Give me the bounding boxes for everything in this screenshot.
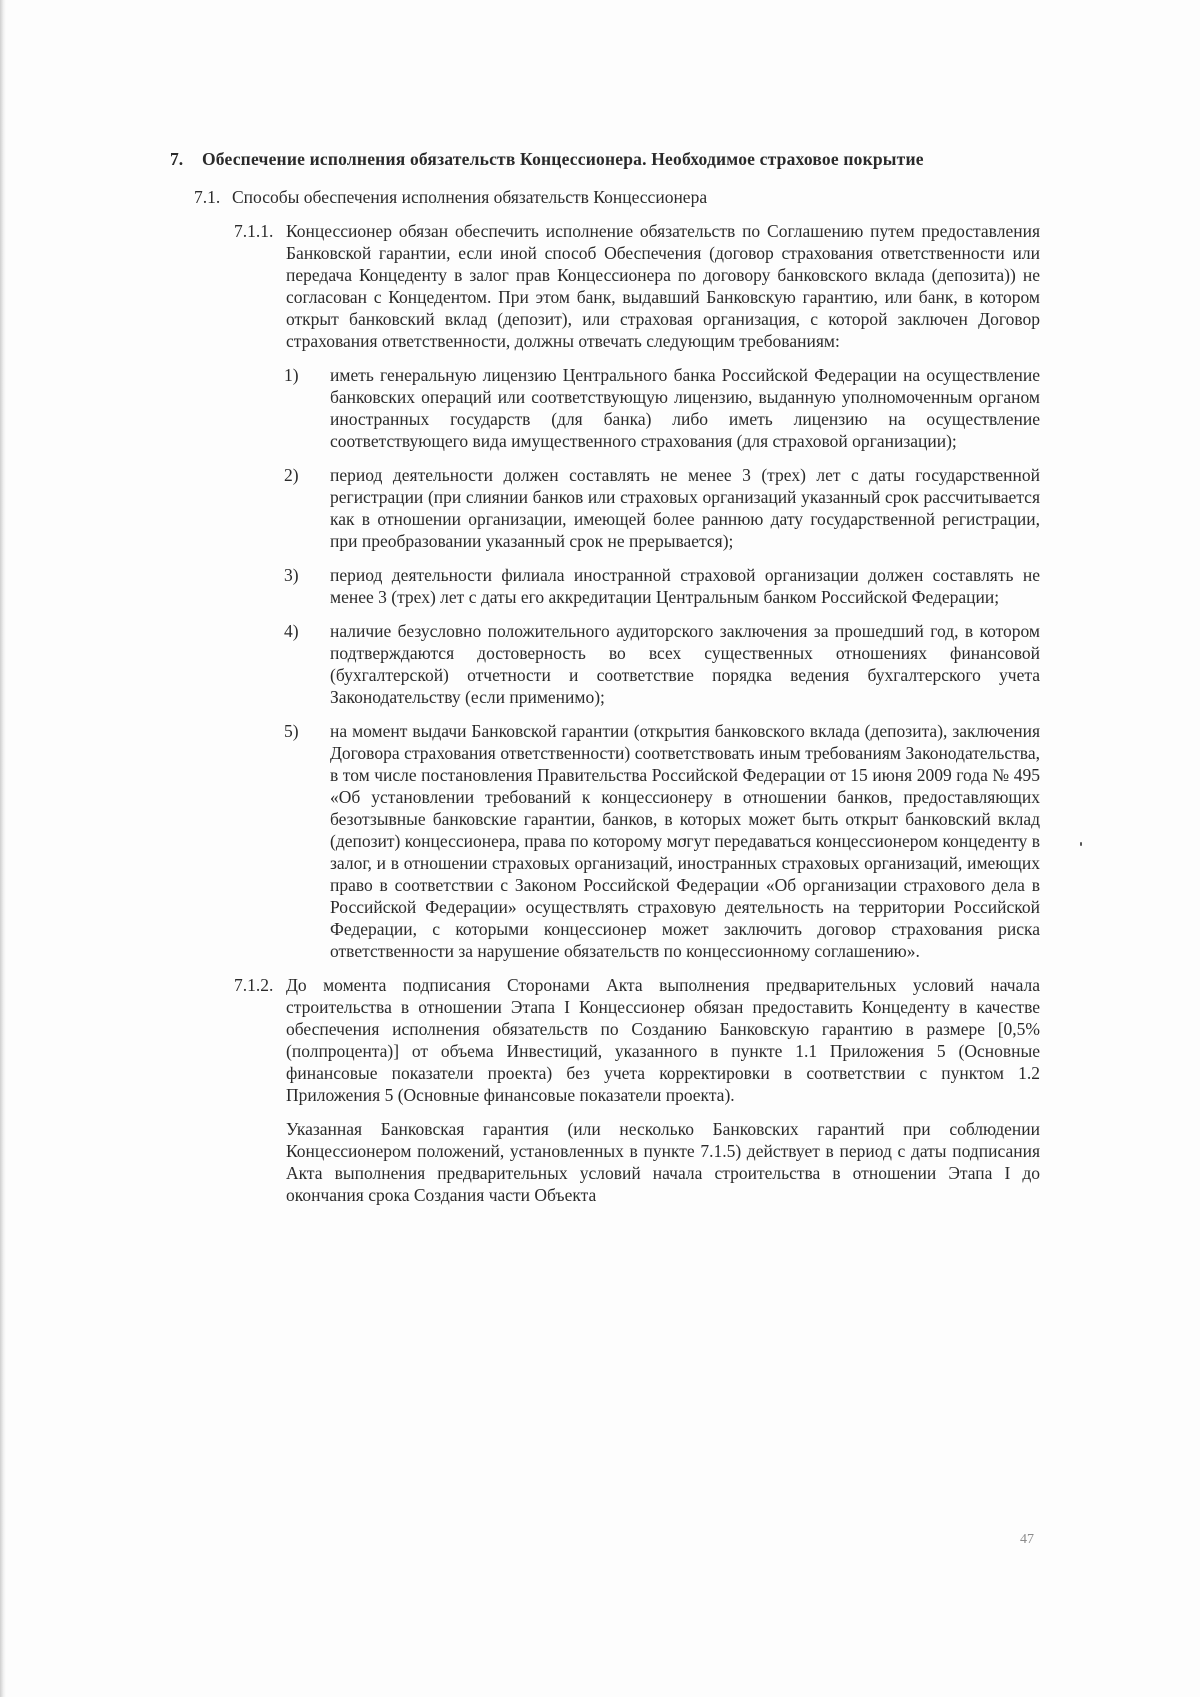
subsection-heading [194, 186, 1040, 208]
list-item-number: 3) [284, 565, 299, 585]
list-item [284, 720, 1040, 962]
clause-number: 7.1.2. [234, 975, 274, 995]
list-item-number: 2) [284, 465, 299, 485]
section-title: Обеспечение исполнения обязательств Концессионера. Необходимое страховое покрытие [202, 149, 924, 169]
list-item [284, 464, 1040, 552]
section-heading [170, 148, 1040, 170]
clause-paragraph: Указанная Банковская гарантия (или несколько Банковских гарантий при соблюдении Концессионером положений, установленных в пункте 7.1.5) действует в период с даты подписания Акта выполнения предварительных условий начала строительства в отношении Этапа I до окончания срока Создания части Объекта [286, 1119, 1040, 1205]
requirements-list [284, 364, 1040, 962]
list-item [284, 620, 1040, 708]
clause-text: Концессионер обязан обеспечить исполнение обязательств по Соглашению путем предоставления Банковской гарантии, если иной способ Обеспечения (договор страхования ответственности или передача Концеденту в залог прав Концессионера по договору банковского вклада (депозита)) не согласован с Концедентом. При этом банк, выдавший Банковскую гарантию, или банк, в котором открыт банковский вклад (депозит), или страховая организация, с которой заключен Договор страхования ответственности, должны отвечать следующим требованиям: [286, 221, 1040, 351]
clause-7-1-1 [234, 220, 1040, 352]
list-item [284, 564, 1040, 608]
scan-speck [1080, 842, 1082, 846]
subsection-number: 7.1. [194, 187, 221, 207]
list-item-number: 4) [284, 621, 299, 641]
list-item-text: наличие безусловно положительного аудиторского заключения за прошедший год, в котором подтверждаются достоверность во всех существенных отношениях финансовой (бухгалтерской) отчетности и соответствие порядка ведения бухгалтерского учета Законодательству (если применимо); [330, 621, 1040, 707]
list-item-text: иметь генеральную лицензию Центрального банка Российской Федерации на осуществление банковских операций или соответствующую лицензию, выданную уполномоченным органом иностранных государств (для банка) либо иметь лицензию на осуществление соответствующего вида имущественного страхования (для страховой организации); [330, 365, 1040, 451]
page-number: 47 [1020, 1532, 1034, 1547]
section-number: 7. [170, 149, 184, 169]
list-item-number: 5) [284, 721, 299, 741]
scan-edge-shadow [0, 0, 6, 1697]
list-item-text: период деятельности филиала иностранной страховой организации должен составлять не менее 3 (трех) лет с даты его аккредитации Центральным банком Российской Федерации; [330, 565, 1040, 607]
list-item-text: на момент выдачи Банковской гарантии (открытия банковского вклада (депозита), заключения Договора страхования ответственности) соответствовать иным требованиям Законодательства, в том числе постановления Правительства Российской Федерации от 15 июня 2009 года № 495 «Об установлении требований к концессионеру в отношении банков, предоставляющих безотзывные банковские гарантии, банков, в которых может быть открыт банковский вклад (депозит) концессионера, права по которому могут передаваться концессионером концеденту в залог, и в отношении страховых организаций, иностранных страховых организаций, имеющих право в соответствии с Законом Российской Федерации «Об организации страхового дела в Российской Федерации» осуществлять страховую деятельность на территории Российской Федерации, с которыми концессионер может заключить договор страхования риска ответственности за нарушение обязательств по концессионному соглашению». [330, 721, 1040, 961]
document-body [170, 148, 1040, 1206]
list-item-text: период деятельности должен составлять не менее 3 (трех) лет с даты государственной регистрации (при слиянии банков или страховых организаций указанный срок рассчитывается как в отношении организации, имеющей более раннюю дату государственной регистрации, при преобразовании указанный срок не прерывается); [330, 465, 1040, 551]
list-item-number: 1) [284, 365, 299, 385]
clause-text: До момента подписания Сторонами Акта выполнения предварительных условий начала строительства в отношении Этапа I Концессионер обязан предоставить Концеденту в качестве обеспечения исполнения обязательств по Созданию Банковскую гарантию в размере [0,5% (полпроцента)] от объема Инвестиций, указанного в пункте 1.1 Приложения 5 (Основные финансовые показатели проекта) без учета корректировки в соответствии с пунктом 1.2 Приложения 5 (Основные финансовые показатели проекта). [286, 975, 1040, 1105]
clause-7-1-2 [234, 974, 1040, 1106]
subsection-title: Способы обеспечения исполнения обязательств Концессионера [232, 187, 708, 207]
clause-number: 7.1.1. [234, 221, 274, 241]
list-item [284, 364, 1040, 452]
